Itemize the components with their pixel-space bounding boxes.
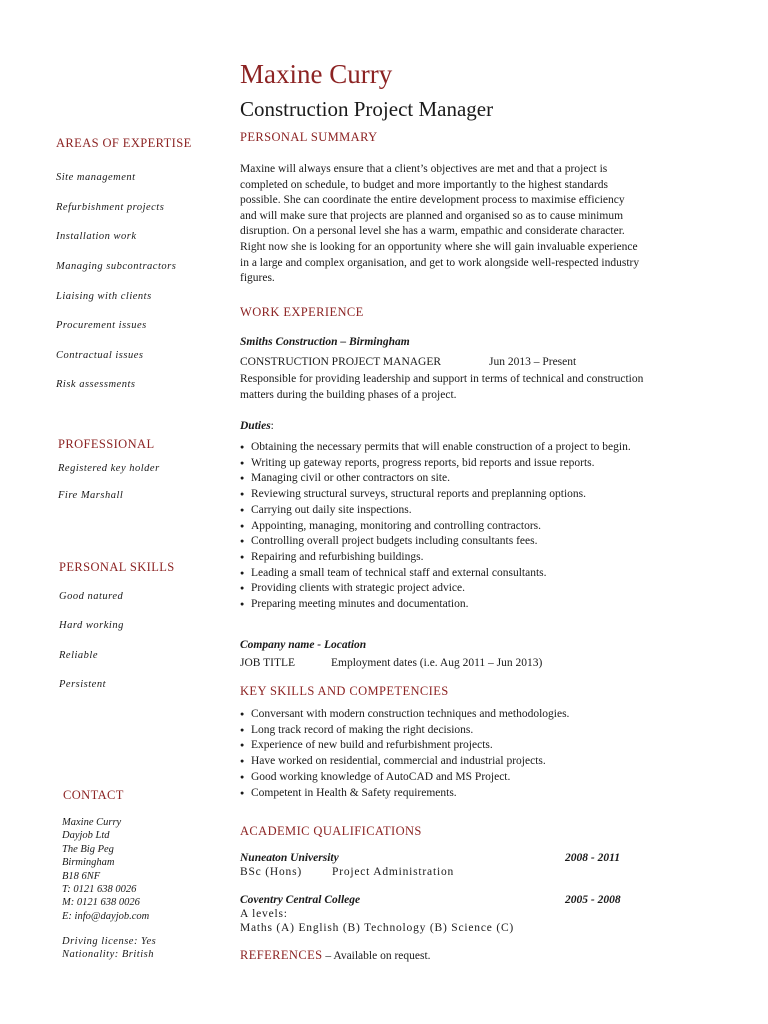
- expertise-item: Managing subcontractors: [56, 261, 177, 272]
- summary-line: figures.: [240, 272, 275, 285]
- professional-item: Registered key holder: [58, 463, 160, 474]
- references-line: [240, 948, 431, 963]
- summary-line: possible. She can coordinate the entire development process to maximise efficiency: [240, 194, 625, 207]
- expertise-item: Installation work: [56, 231, 137, 242]
- summary-line: Right now she is looking for an opportunity where she will gain invaluable experience: [240, 240, 638, 253]
- description-line: Responsible for providing leadership and support in terms of technical and construction: [240, 373, 644, 385]
- contact-line: Dayjob Ltd: [62, 830, 110, 842]
- description-line: matters during the building phases of a project.: [240, 388, 457, 401]
- list-item: ● Preparing meeting minutes and documentation.: [240, 597, 631, 613]
- contact-heading: CONTACT: [63, 788, 124, 802]
- work-experience-heading: WORK EXPERIENCE: [240, 305, 364, 319]
- qualification-detail: Maths (A) English (B) Technology (B) Science (C): [240, 922, 515, 934]
- qualification-detail: A levels:: [240, 908, 288, 920]
- summary-line: in a large and complex organisation, and get to work alongside well-respected industry: [240, 256, 640, 269]
- summary-line: and will make sure that projects are planned and organised so as to cause minimum: [240, 209, 624, 222]
- candidate-name: Maxine Curry: [240, 59, 393, 89]
- job2-dates: Employment dates (i.e. Aug 2011 – Jun 2013): [331, 657, 543, 669]
- list-item: ● Carrying out daily site inspections.: [240, 503, 631, 519]
- list-item: ● Providing clients with strategic project advice.: [240, 581, 631, 597]
- expertise-heading: AREAS OF EXPERTISE: [56, 136, 192, 150]
- list-item: ● Good working knowledge of AutoCAD and MS Project.: [240, 770, 569, 786]
- summary-line: completed on schedule, to budget and more importantly to the highest standards: [240, 178, 608, 191]
- qualification-years: 2008 - 2011: [565, 852, 620, 864]
- contact-line: B18 6NF: [62, 870, 101, 882]
- job1-description: [240, 372, 700, 403]
- list-item: ● Leading a small team of technical staff and external consultants.: [240, 566, 631, 582]
- list-item: ● Controlling overall project budgets including consultants fees.: [240, 534, 631, 550]
- personal-summary-heading: PERSONAL SUMMARY: [240, 130, 378, 144]
- qualification-subject: Project Administration: [332, 866, 455, 878]
- list-item: ● Experience of new build and refurbishment projects.: [240, 738, 569, 754]
- contact-line: M: 0121 638 0026: [62, 897, 140, 909]
- contact-line: Birmingham: [62, 857, 115, 869]
- duties-label-text: Duties: [240, 420, 271, 432]
- academic-heading: ACADEMIC QUALIFICATIONS: [240, 824, 422, 838]
- personal-skill-item: Persistent: [59, 679, 106, 690]
- contact-line: T: 0121 638 0026: [62, 884, 137, 896]
- expertise-item: Risk assessments: [56, 379, 136, 390]
- list-item: ● Repairing and refurbishing buildings.: [240, 550, 631, 566]
- job1-dates: Jun 2013 – Present: [489, 356, 577, 368]
- qualification-degree: BSc (Hons): [240, 866, 302, 878]
- job2-company: Company name - Location: [240, 639, 367, 651]
- expertise-item: Site management: [56, 172, 136, 183]
- job1-company: Smiths Construction – Birmingham: [240, 336, 410, 348]
- list-item: ● Reviewing structural surveys, structural reports and preplanning options.: [240, 487, 631, 503]
- list-item: ● Long track record of making the right decisions.: [240, 723, 569, 739]
- job-title: Construction Project Manager: [240, 97, 494, 121]
- summary-line: Maxine will always ensure that a client’s objectives are met and that a project is: [240, 163, 608, 175]
- contact-email: E: info@dayjob.com: [62, 910, 150, 922]
- job1-role: CONSTRUCTION PROJECT MANAGER: [240, 356, 442, 368]
- driving-license: Driving license: Yes: [62, 936, 157, 947]
- list-item: ● Managing civil or other contractors on site.: [240, 471, 631, 487]
- personal-summary-text: [240, 162, 700, 287]
- expertise-item: Procurement issues: [56, 320, 147, 331]
- personal-skill-item: Reliable: [59, 650, 98, 661]
- list-item: ● Have worked on residential, commercial and industrial projects.: [240, 754, 569, 770]
- references-heading: REFERENCES: [240, 948, 323, 962]
- contact-details: [62, 816, 149, 923]
- duties-label-colon: :: [270, 420, 274, 432]
- qualification-institution: Nuneaton University: [240, 852, 339, 864]
- list-item: ● Appointing, managing, monitoring and controlling contractors.: [240, 519, 631, 535]
- qualification-years: 2005 - 2008: [565, 894, 621, 906]
- professional-heading: PROFESSIONAL: [58, 437, 155, 451]
- personal-skill-item: Good natured: [59, 591, 124, 602]
- list-item: ● Conversant with modern construction techniques and methodologies.: [240, 707, 569, 723]
- professional-item: Fire Marshall: [58, 490, 124, 501]
- personal-skill-item: Hard working: [59, 620, 124, 631]
- list-item: ● Obtaining the necessary permits that will enable construction of a project to begin.: [240, 440, 631, 456]
- expertise-item: Contractual issues: [56, 350, 144, 361]
- expertise-item: Liaising with clients: [56, 291, 152, 302]
- contact-line: Maxine Curry: [62, 817, 122, 828]
- references-text: – Available on request.: [322, 950, 431, 962]
- expertise-item: Refurbishment projects: [56, 202, 165, 213]
- key-skills-heading: KEY SKILLS AND COMPETENCIES: [240, 684, 449, 698]
- duties-list: [240, 440, 631, 613]
- list-item: ● Competent in Health & Safety requirements.: [240, 786, 569, 802]
- qualification-institution: Coventry Central College: [240, 894, 361, 906]
- list-item: ● Writing up gateway reports, progress reports, bid reports and issue reports.: [240, 456, 631, 472]
- nationality: Nationality: British: [62, 949, 154, 960]
- personal-skills-heading: PERSONAL SKILLS: [59, 560, 175, 574]
- job2-role: JOB TITLE: [240, 657, 296, 669]
- duties-label: [240, 420, 274, 432]
- key-skills-list: [240, 707, 569, 801]
- contact-line: The Big Peg: [62, 843, 114, 855]
- summary-line: disruption. On a personal level she has a warm, empathic and considerate character.: [240, 225, 625, 238]
